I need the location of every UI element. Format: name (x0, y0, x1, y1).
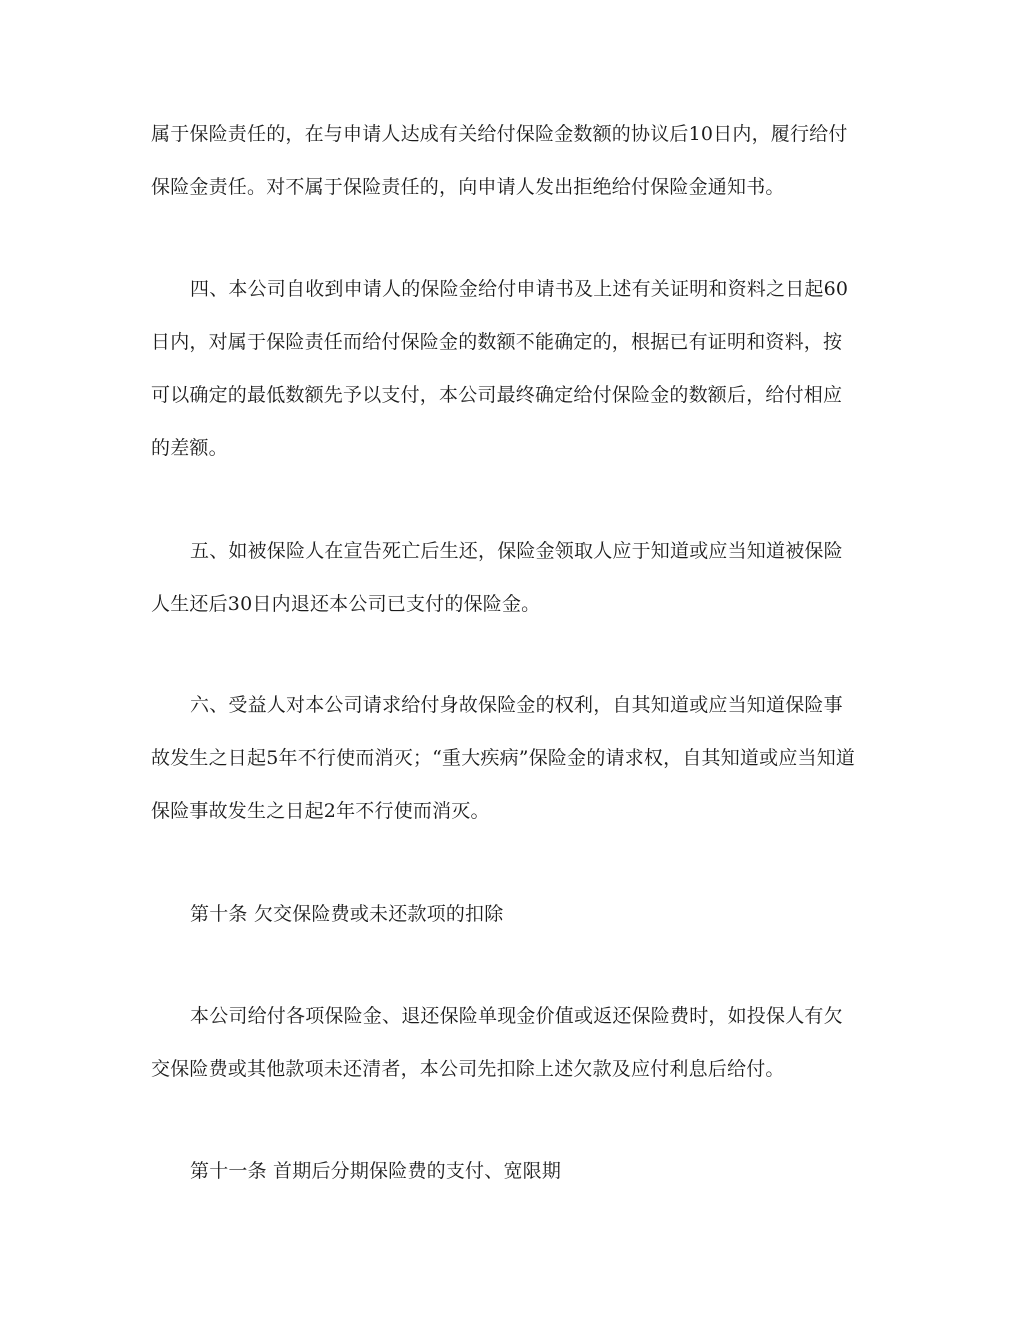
paragraph-line: 保险事故发生之日起2年不行使而消灭。 (151, 800, 490, 822)
paragraph-line: 交保险费或其他款项未还清者，本公司先扣除上述欠款及应付利息后给付。 (151, 1058, 785, 1080)
paragraph-line: 故发生之日起5年不行使而消灭；“重大疾病”保险金的请求权，自其知道或应当知道 (151, 747, 856, 769)
section-heading: 第十一条 首期后分期保险费的支付、宽限期 (190, 1160, 562, 1182)
paragraph-line: 五、如被保险人在宣告死亡后生还，保险金领取人应于知道或应当知道被保险 (190, 540, 843, 562)
paragraph-line: 日内，对属于保险责任而给付保险金的数额不能确定的，根据已有证明和资料，按 (151, 331, 843, 353)
paragraph-line: 可以确定的最低数额先予以支付，本公司最终确定给付保险金的数额后，给付相应 (151, 384, 843, 406)
paragraph-line: 的差额。 (151, 437, 228, 459)
paragraph-line: 四、本公司自收到申请人的保险金给付申请书及上述有关证明和资料之日起60 (190, 278, 849, 300)
paragraph-line: 本公司给付各项保险金、退还保险单现金价值或返还保险费时，如投保人有欠 (190, 1005, 843, 1027)
paragraph-line: 属于保险责任的，在与申请人达成有关给付保险金数额的协议后10日内，履行给付 (151, 123, 848, 145)
section-heading: 第十条 欠交保险费或未还款项的扣除 (190, 903, 504, 925)
paragraph-line: 人生还后30日内退还本公司已支付的保险金。 (151, 593, 541, 615)
paragraph-line: 六、受益人对本公司请求给付身故保险金的权利，自其知道或应当知道保险事 (190, 694, 843, 716)
paragraph-line: 保险金责任。对不属于保险责任的，向申请人发出拒绝给付保险金通知书。 (151, 176, 785, 198)
